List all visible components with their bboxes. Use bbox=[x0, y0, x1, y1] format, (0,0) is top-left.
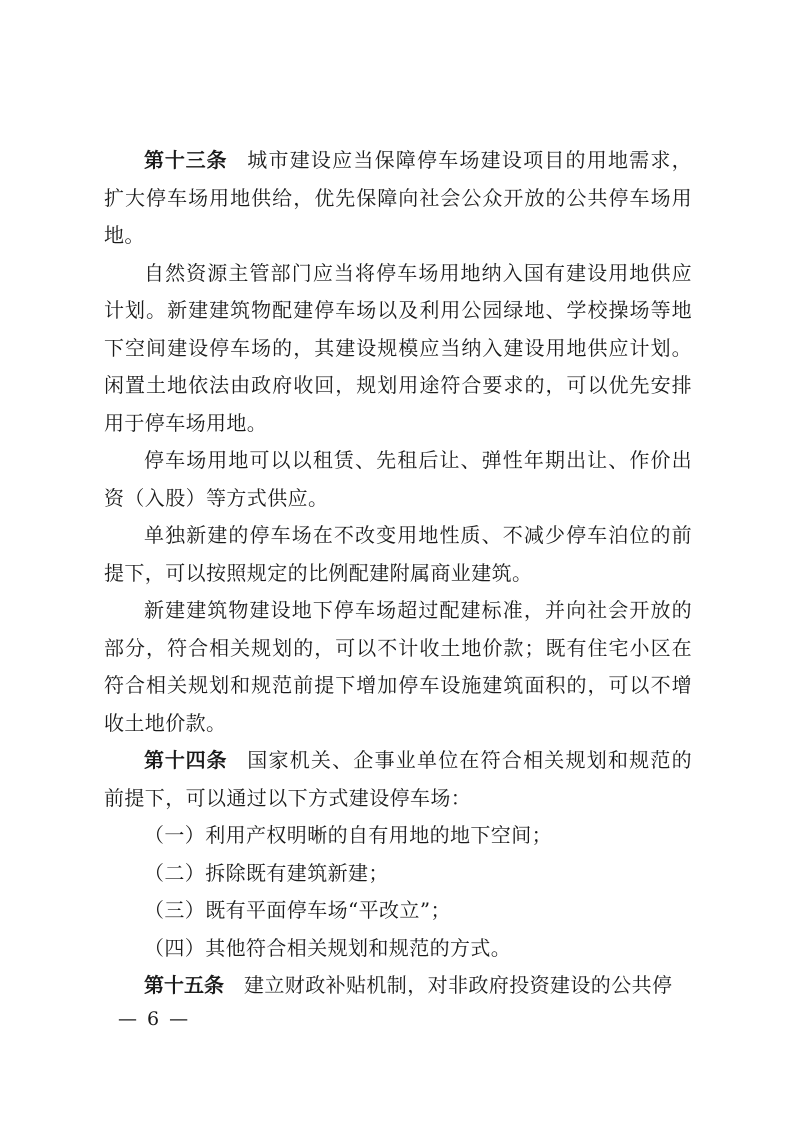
list-item bbox=[104, 855, 692, 893]
paragraph-text: 新建建筑物建设地下停车场超过配建标准，并向社会开放的部分，符合相关规划的，可以不计收土地价款；既有住宅小区在符合相关规划和规范前提下增加停车设施建筑面积的，可以不增收土地价款。 bbox=[104, 598, 692, 735]
paragraph bbox=[104, 517, 692, 592]
paragraph-text: （四）其他符合相关规划和规范的方式。 bbox=[144, 935, 512, 960]
article-number: 第十四条 bbox=[144, 748, 228, 772]
paragraph-text: 建立财政补贴机制，对非政府投资建设的公共停 bbox=[244, 973, 673, 997]
paragraph-text: 国家机关、企事业单位在符合相关规划和规范的前提下，可以通过以下方式建设停车场： bbox=[104, 748, 692, 810]
regulation-text bbox=[104, 142, 692, 1005]
paragraph-text: （一）利用产权明晰的自有用地的地下空间； bbox=[144, 823, 552, 847]
paragraph-text: 自然资源主管部门应当将停车场用地纳入国有建设用地供应计划。新建建筑物配建停车场以及利用公园绿地、学校操场等地下空间建设停车场的，其建设规模应当纳入建设用地供应计划。闲置土地依法由政府收回，规划用途符合要求的，可以优先安排用于停车场用地。 bbox=[104, 260, 692, 435]
paragraph-text: （三）既有平面停车场“平改立”； bbox=[144, 898, 451, 922]
list-item bbox=[104, 892, 692, 930]
paragraph bbox=[104, 255, 692, 443]
article-14-paragraph bbox=[104, 742, 692, 817]
article-number: 第十三条 bbox=[144, 148, 228, 172]
article-number: 第十五条 bbox=[144, 973, 224, 997]
paragraph-text: 停车场用地可以以租赁、先租后让、弹性年期出让、作价出资（入股）等方式供应。 bbox=[104, 448, 692, 510]
paragraph-text: 城市建设应当保障停车场建设项目的用地需求，扩大停车场用地供给，优先保障向社会公众开放的公共停车场用地。 bbox=[104, 148, 692, 247]
paragraph bbox=[104, 442, 692, 517]
paragraph-text: （二）拆除既有建筑新建； bbox=[144, 860, 389, 885]
article-13-paragraph bbox=[104, 142, 692, 255]
paragraph-text: 单独新建的停车场在不改变用地性质、不减少停车泊位的前提下，可以按照规定的比例配建附属商业建筑。 bbox=[104, 523, 692, 585]
list-item bbox=[104, 930, 692, 968]
list-item bbox=[104, 817, 692, 855]
paragraph bbox=[104, 592, 692, 742]
article-15-paragraph bbox=[104, 967, 692, 1005]
page-number: — 6 — bbox=[118, 1008, 191, 1030]
